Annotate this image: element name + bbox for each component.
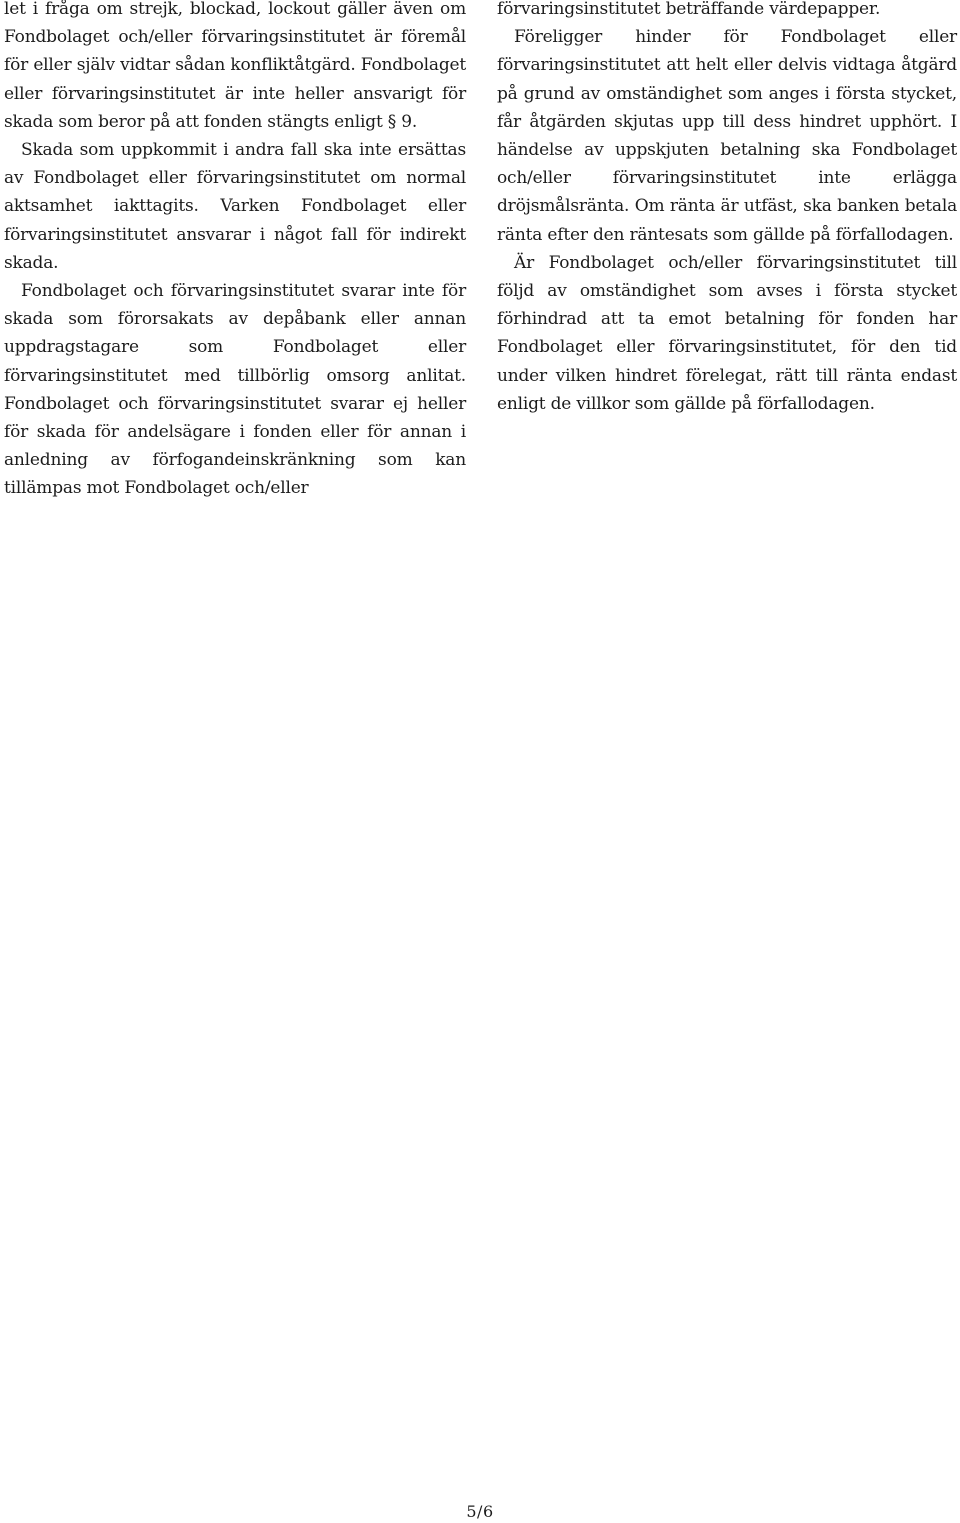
right-column <box>497 0 957 418</box>
paragraph-depository-bank: Fondbolaget och förvaringsinstitutet svarar inte för skada som förorsakats av depåbank eller annan uppdragstagare som Fondbolaget eller förvaringsinstitutet med tillbörlig omsorg anlitat. Fondbolaget och förvaringsinstitutet svarar ej heller för skada för andelsägare i fonden eller för annan i anledning av förfogandeinskränkning som kan tillämpas mot Fondbolaget och/eller <box>4 281 466 499</box>
paragraph-payment-hindrance: Är Fondbolaget och/eller förvaringsinstitutet till följd av omständighet som avses i första stycket förhindrad att ta emot betalning för fonden har Fondbolaget eller förvaringsinstitutet, för den tid under vilken hindret förelegat, rätt till ränta endast enligt de villkor som gällde på förfallodagen. <box>497 252 957 414</box>
paragraph-other-damages: Skada som uppkommit i andra fall ska inte ersättas av Fondbolaget eller förvaringsinstitutet om normal aktsamhet iakttagits. Varken Fondbolaget eller förvaringsinstitutet ansvarar i något fall för indirekt skada. <box>4 140 466 273</box>
left-column <box>4 0 466 503</box>
paragraph-obstacle: Föreligger hinder för Fondbolaget eller förvaringsinstitutet att helt eller delvis vidtaga åtgärd på grund av omständighet som anges i första stycket, får åtgärden skjutas upp till dess hindret upphört. I händelse av uppskjuten betalning ska Fondbolaget och/eller förvaringsinstitutet inte erlägga dröjsmålsränta. Om ränta är utfäst, ska banken betala ränta efter den räntesats som gällde på förfallodagen. <box>497 27 957 245</box>
paragraph-liability-exemption: let i fråga om strejk, blockad, lockout gäller även om Fondbolaget och/eller förvaringsinstitutet är föremål för eller själv vidtar sådan konfliktåtgärd. Fondbolaget eller förvaringsinstitutet är inte heller ansvarigt för skada som beror på att fonden stängts enligt § 9. <box>4 0 466 132</box>
paragraph-continuation: förvaringsinstitutet beträffande värdepapper. <box>497 0 881 19</box>
page-number: 5/6 <box>466 1502 494 1521</box>
